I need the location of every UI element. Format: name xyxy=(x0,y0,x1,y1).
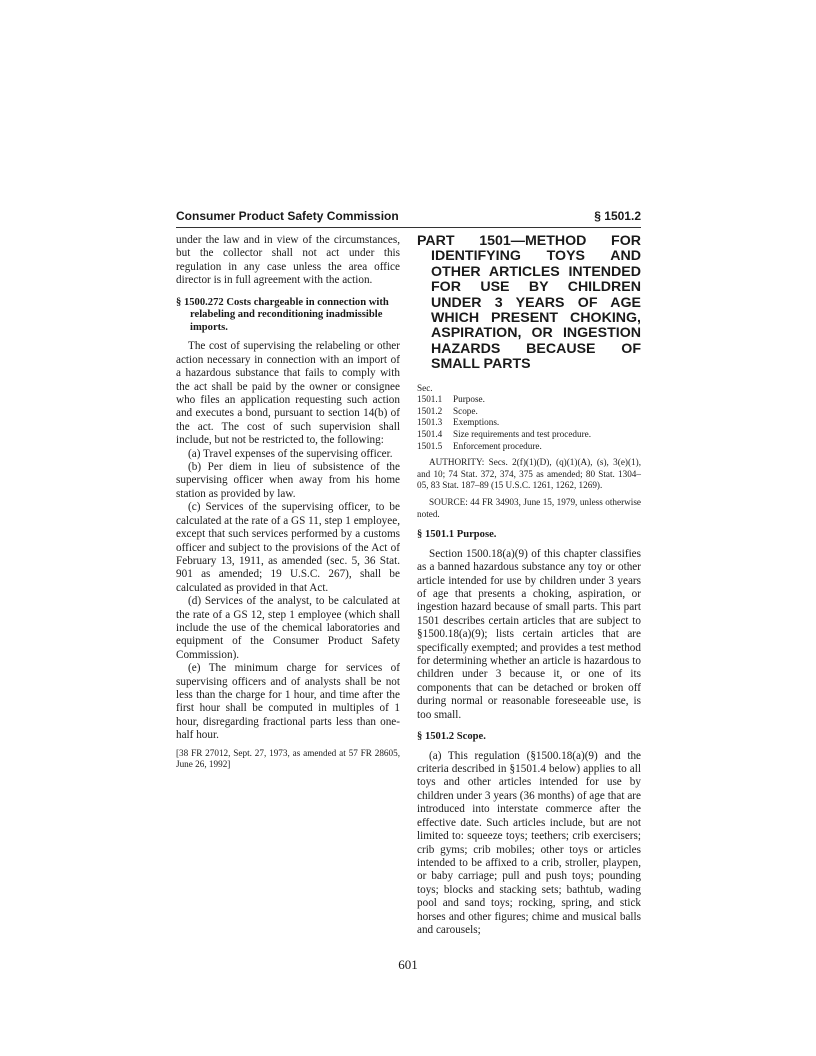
paragraph-a: (a) Travel expenses of the supervising officer. xyxy=(188,447,393,460)
toc-item: 1501.1 Purpose. xyxy=(417,394,485,405)
toc-label: Sec. xyxy=(417,382,433,393)
toc-item: 1501.3 Exemptions. xyxy=(417,417,500,428)
paragraph-d: (d) Services of the analyst, to be calculated at the rate of a GS 12, step 1 employee (which shall include the use of the chemical laboratories and equipment of the Consumer Product Safety Commission). xyxy=(176,595,400,661)
continued-paragraph: under the law and in view of the circumstances, but the collector shall not act under this regulation in any case unless the area office director is in full agreement with the action. xyxy=(176,234,400,287)
toc-item: 1501.2 Scope. xyxy=(417,405,478,416)
header-agency: Consumer Product Safety Commission xyxy=(176,209,399,223)
paragraph-e: (e) The minimum charge for services of supervising officers and of analysts shall be not less than the charge for 1 hour, and time after the first hour shall be computed in multiples of 1 hour, disregarding fractional parts less than one-half hour. xyxy=(176,662,400,742)
scope-paragraph: (a) This regulation (§1500.18(a)(9) and the criteria described in §1501.4 below) applies to all toys and other articles intended for use by children under 3 years (36 months) of age that are introduced into interstate commerce after the effective date. Such articles include, but are not limited to: squeeze toys; teethers; crib exercisers; crib gyms; crib mobiles; other toys or articles intended to be affixed to a crib, stroller, playpen, or baby carriage; pull and push toys; pounding toys; blocks and stacking sets; bathtub, wading pool and sand toys; rocking, spring, and stick horses and other figures; chime and musical balls and carousels; xyxy=(417,749,641,936)
source-note: SOURCE: 44 FR 34903, June 15, 1979, unless otherwise noted. xyxy=(417,497,641,519)
citation: [38 FR 27012, Sept. 27, 1973, as amended at 57 FR 28605, June 26, 1992] xyxy=(176,747,400,770)
toc-item: 1501.4 Size requirements and test procedure. xyxy=(417,429,592,440)
right-column xyxy=(417,234,641,937)
paragraph-c: (c) Services of the supervising officer, to be calculated at the rate of a GS 11, step 1 employee, except that such services performed by a customs officer and subject to the provisions of the Act of February 13, 1911, as amended (sec. 5, 36 Stat. 901 as amended; 19 U.S.C. 267), shall be calculated as provided in that Act. xyxy=(176,501,400,594)
section-heading-1501-1: § 1501.1 Purpose. xyxy=(417,529,497,541)
toc-item: 1501.5 Enforcement procedure. xyxy=(417,440,542,451)
header-section: § 1501.2 xyxy=(594,209,641,223)
left-column xyxy=(176,234,400,771)
table-of-contents xyxy=(417,394,641,452)
section-heading-1501-2: § 1501.2 Scope. xyxy=(417,731,486,743)
paragraph-cost: The cost of supervising the relabeling or other action necessary in connection with an import of a hazardous substance that fails to comply with the act shall be paid by the owner or consignee who files an application requesting such action and executes a bond, pursuant to section 14(b) of the act. The cost of such supervision shall include, but not be restricted to, the following: xyxy=(176,340,400,447)
authority-note: AUTHORITY: Secs. 2(f)(1)(D), (q)(1)(A), (s), 3(e)(1), and 10; 74 Stat. 372, 374, 375 as amended; 80 Stat. 1304–05, 83 Stat. 187–89 (15 U.S.C. 1261, 1262, 1269). xyxy=(417,457,641,491)
section-heading-1500-272: § 1500.272 Costs chargeable in connection with relabeling and reconditioning inadmissible imports. xyxy=(176,296,389,333)
running-header xyxy=(176,209,641,228)
page-number: 601 xyxy=(398,957,418,972)
paragraph-b: (b) Per diem in lieu of subsistence of the supervising officer when away from his home station as provided by law. xyxy=(176,461,400,500)
purpose-paragraph: Section 1500.18(a)(9) of this chapter classifies as a banned hazardous substance any toy or other article intended for use by children under 3 years of age that presents a choking, aspiration, or ingestion hazard because of small parts. This part 1501 describes certain articles that are subject to §1500.18(a)(9); lists certain articles that are specifically exempted; and provides a test method for determining whether an article is hazardous to children under 3 because it, or one of its components that can be detached or broken off during normal or reasonable foreseeable use, is too small. xyxy=(417,547,641,721)
part-title: PART 1501—METHOD FOR IDENTIFYING TOYS AND OTHER ARTICLES INTENDED FOR USE BY CHILDREN UNDER 3 YEARS OF AGE WHICH PRESENT CHOKING, ASPIRATION, OR INGESTION HAZARDS BECAUSE OF SMALL PARTS xyxy=(417,233,641,373)
